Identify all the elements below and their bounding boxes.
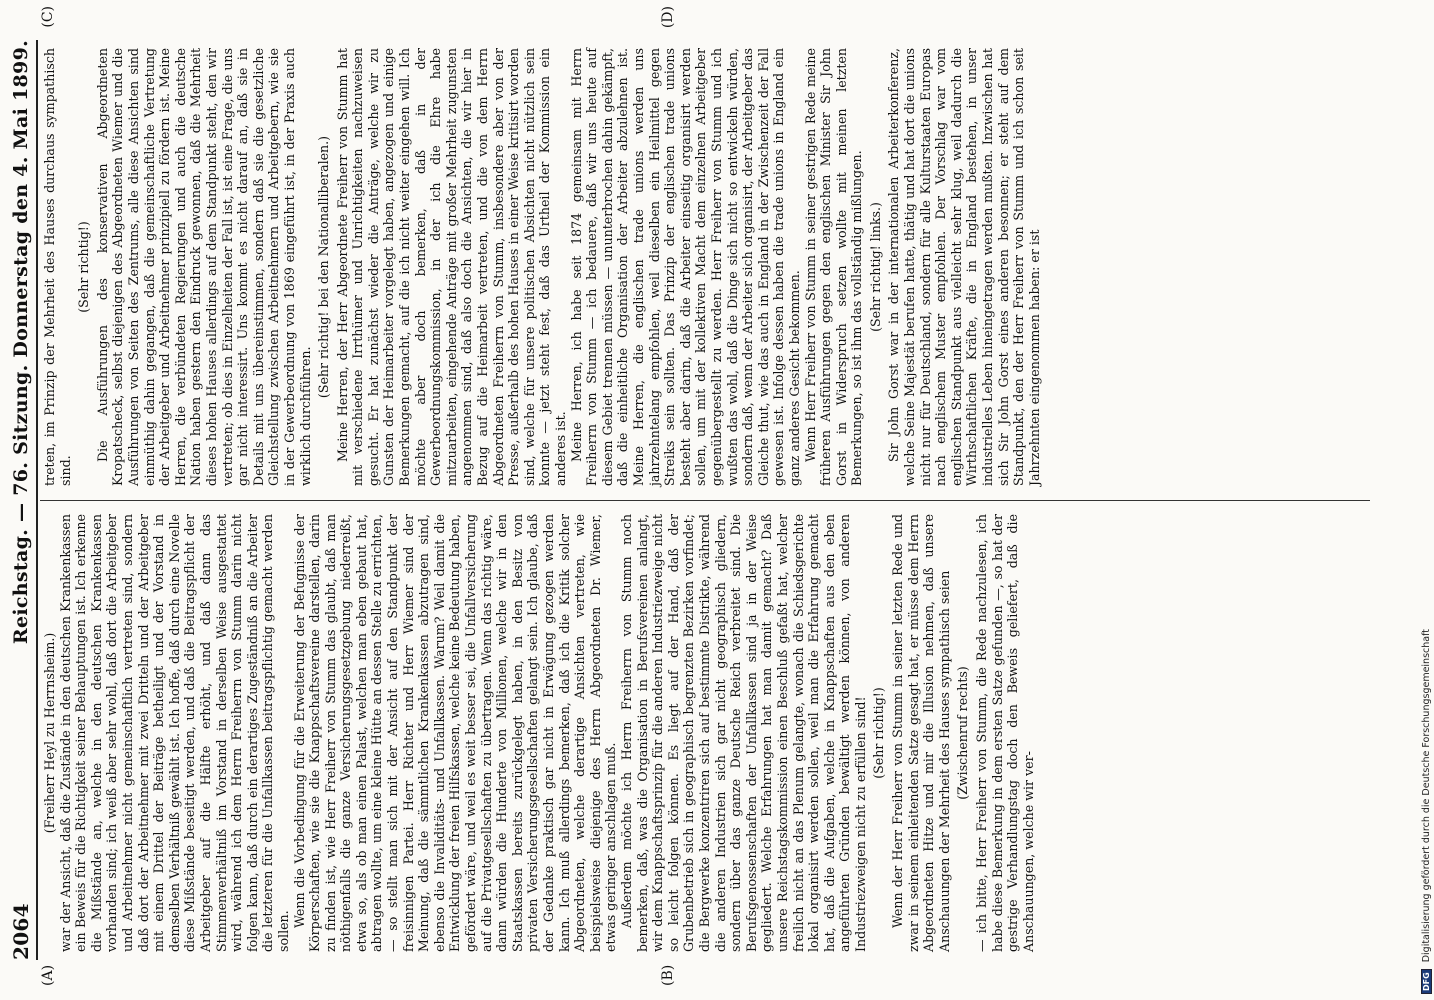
marker-c: (C) (40, 6, 56, 28)
interjection: (Sehr richtig! bei den Nationalliberalen.) (316, 135, 332, 399)
paragraph: Wenn Herr Freiherr von Stumm in seiner gestrigen Rede meine früheren Ausführungen gegen den englischen Minister Sir John Gorst in Widerspruch setzen wollte mit meinen letzten Bemerkungen, so ist ihm das vollständig mißlungen. (802, 48, 865, 486)
paragraph: Wenn der Herr Freiherr von Stumm in seiner letzten Rede und zwar in seinem einleitenden Satze gesagt hat, er müsse dem Herrn Abgeordneten Hitze und mir die Illusion nehmen, daß unsere Anschauungen der Mehrheit des Hauses sympathisch seien (890, 514, 952, 952)
interjection: (Sehr richtig! links.) (867, 202, 883, 332)
paragraph: — ich bitte, Herr Freiherr von Stumm, die Rede nachzulesen, ich habe diese Bemerkung in dem ersten Satze gefunden —, so hat der gestrige Verhandlungstag doch den Beweis geliefert, daß die Anschauungen, welche wir ver- (974, 514, 1036, 952)
interjection: (Sehr richtig!) (871, 687, 887, 779)
page-number: 2064 (9, 903, 33, 960)
digitization-credit (1421, 0, 1432, 1000)
interjection: (Sehr richtig!) (76, 221, 92, 313)
paragraph: Meine Herren, ich habe seit 1874 gemeinsam mit Herrn Freiherrn von Stumm — ich bedauere, daß wir uns heute auf diesem Gebiet trennen müssen — ununterbrochen dahin gekämpft, daß die einheitliche Organisation der Arbeiter abzulehnen ist. Meine Herren, die englischen trade unions werden uns jahrzehntelang empfohlen, weil dieselben ein Heilmittel gegen Streiks sein sollten. Das Prinzip der englischen trade unions besteht aber darin, daß die Arbeiter einseitig organisirt werden sollen, um mit der kollektiven Macht dem einzelnen Arbeitgeber gegenübergestellt zu werden. Herr Freiherr von Stumm und ich wußten das wohl, daß die Dinge sich nicht so entwickeln würden, sondern daß, wenn der Arbeiter sich organisirt, der Arbeitgeber das Gleiche thut, wie das auch in England in der Zwischenzeit der Fall gewesen ist. Infolge dessen haben die trade unions in England ein ganz anderes Gesicht bekommen. (568, 48, 802, 486)
paragraph: Meine Herren, der Herr Abgeordnete Freiherr von Stumm hat mit verschiedene Irrthümer und Unrichtigkeiten nachzuweisen gesucht. Er hat zunächst wieder die Anträge, welche wir zu Gunsten der Heimarbeiter vorgelegt haben, angezogen und einige Bemerkungen gemacht, auf die ich nicht weiter eingehen will. Ich möchte aber doch bemerken, daß in der Gewerbeordnungskommission, in der ich die Ehre habe mitzuarbeiten, eingehende Anträge mit großer Mehrheit zugunsten angenommen sind, daß also doch die Ansichten, die wir hier in Bezug auf die Heimarbeit vertreten, und die von dem Herrn Abgeordneten Freiherrn von Stumm, insbesondere aber von der Presse, außerhalb des hohen Hauses in einer Weise kritisirt worden sind, welche für unsere politischen Absichten nicht nützlich sein konnte — jetzt steht fest, daß das Urtheil der Kommission ein anderes ist. (334, 48, 568, 486)
credit-text: Digitalisierung gefördert durch die Deutsche Forschungsgemeinschaft (1421, 628, 1432, 963)
column-divider (40, 500, 1370, 501)
dfg-logo: DFG (1421, 969, 1432, 994)
page-header (6, 40, 36, 960)
right-column (42, 48, 1042, 486)
header-rule (36, 40, 38, 960)
paragraph: war der Ansicht, daß die Zustände in den deutschen Krankenkassen ein Beweis für die Richtigkeit seiner Behauptungen ist. Ich erkenne die Mißstände an, welche in den deutschen Krankenkassen vorhanden sind; ich weiß aber sehr wohl, daß dort die Arbeitgeber und Arbeitnehmer nicht gemeinschaftlich vertreten sind, sondern daß dort der Arbeitnehmer mit zwei Dritteln und der Arbeitgeber mit einem Drittel der Beiträge betheiligt und der Vorstand in demselben Verhältniß gewählt ist. Ich hoffe, daß durch eine Novelle diese Mißstände beseitigt werden, und daß die Beitragspflicht der Arbeitgeber auf die Hälfte erhöht, und daß dann das Stimmenverhältniß im Vorstand in derselben Weise ausgestattet wird, während ich dem Herrn Freiherrn von Stumm darin nicht folgen kann, daß durch ein derartiges Zugeständniß an die Arbeiter die letzteren für die Unfallkassen beitragspflichtig gemacht werden sollen. (57, 514, 291, 952)
interjection: (Zwischenruf rechts) (955, 666, 971, 800)
page-title: Reichstag. — 76. Sitzung. Donnerstag den 4. Mai 1899. (10, 40, 32, 645)
paragraph: Außerdem möchte ich Herrn Freiherrn von Stumm noch bemerken, daß, was die Organisation in Berufsvereinen anlangt, wir dem Knappschaftsprinzip für die anderen Industriezweige nicht so leicht folgen können. Es liegt auf der Hand, daß der Grubenbetrieb sich in geographisch begrenzten Bezirken vorfindet; die Bergwerke konzentriren sich auf bestimmte Distrikte, während die anderen Industrien sich gar nicht geographisch gliedern, sondern über das ganze Deutsche Reich verbreitet sind. Die Berufsgenossenschaften der Unfallkassen sind ja in der Weise gegliedert. Welche Erfahrungen hat man damit gemacht? Daß unsere Reichstagskommission einen Beschluß gefaßt hat, welcher freilich nicht an das Plenum gelangte, wonach die Schiedsgerichte lokal organisirt werden sollen, weil man die Erfahrung gemacht hat, daß die Aufgaben, welche in Knappschaften aus den eben angeführten Gründen bewältigt werden können, von anderen Industriezweigen nicht zu erfüllen sind! (618, 514, 868, 952)
marker-b: (B) (660, 964, 676, 986)
left-column (42, 514, 1036, 952)
paragraph: treten, im Prinzip der Mehrheit des Hauses durchaus sympathisch sind. (42, 48, 73, 486)
marker-d: (D) (660, 6, 676, 29)
speaker-name: (Freiherr Heyl zu Herrnsheim.) (42, 632, 57, 834)
paragraph: Wenn die Vorbedingung für die Erweiterung der Befugnisse der Körperschaften, wie sie die Knappschaftsvereine darstellen, darin zu finden ist, wie Herr Freiherr von Stumm das glaubt, daß man nöthigenfalls die ganze Versicherungsgesetzgebung niederreißt, etwa so, als ob man einen Palast, welchen man eben gebaut hat, abtragen wollte, um eine kleine Hütte an dessen Stelle zu errichten, — so stellt man sich mit der Ansicht auf den Standpunkt der freisinnigen Partei. Herr Richter und Herr Wiemer sind der Meinung, daß die sämmtlichen Krankenkassen abzutragen sind, ebenso die Invaliditäts- und Unfallkassen. Warum? Weil damit die Entwicklung der freien Hilfskassen, welche keine Bedeutung haben, gefördert wäre, und weil es weit besser sei, die Unfallversicherung auf die Privatgesellschaften zu übertragen. Wenn das richtig wäre, dann würden die Hunderte von Millionen, welche wir in den Staatskassen bereits zurückgelegt haben, in den Besitz von privaten Versicherungsgesellschaften gelangt sein. Ich glaube, daß der Gedanke praktisch gar nicht in Erwägung gezogen werden kann. Ich muß allerdings bemerken, daß ich die Kritik solcher Abgeordneten, welche derartige Ansichten vertreten, wie beispielsweise diejenige des Herrn Abgeordneten Dr. Wiemer, etwas geringer anschlagen muß. (291, 514, 619, 952)
paragraph: Sir John Gorst war in der internationalen Arbeiterkonferenz, welche Seine Majestät berufen hatte, thätig und hat dort die unions nicht nur für Deutschland, sondern für alle Kulturstaaten Europas nach englischem Muster empfohlen. Der Vorschlag war vom englischen Standpunkt aus vielleicht sehr klug, weil dadurch die Wirthschaftlichen Kräfte, die in England bestehen, in unser industrielles Leben hineingetragen werden mußten. Inzwischen hat sich Sir John Gorst eines anderen besonnen; er steht auf dem Standpunkt, den der Herr Freiherr von Stumm und ich schon seit Jahrzehnten eingenommen haben: er ist (886, 48, 1042, 486)
paragraph: Die Ausführungen des konservativen Abgeordneten Kropatscheck, selbst diejenigen des Abgeordneten Wiemer und die Ausführungen von Seiten des Zentrums, alle diese Ansichten sind einmüthig dahin gegangen, daß die gemeinschaftliche Vertretung der Arbeitgeber und Arbeitnehmer prinzipiell zu fördern ist. Meine Herren, die verbündeten Regierungen und auch die deutsche Nation haben gestern den Eindruck gewonnen, daß die Mehrheit dieses hohen Hauses allerdings auf dem Standpunkt steht, den wir vertreten; ob dies in Einzelheiten der Fall ist, ist eine Frage, die uns gar nicht interessirt. Uns kommt es nicht darauf an, daß sie in Details mit uns übereinstimmen, sondern daß sie die gesetzliche Gleichstellung zwischen Arbeitnehmern und Arbeitgebern, wie sie in der Gewerbeordnung von 1869 eingeführt ist, in der Praxis auch wirklich durchführen. (94, 48, 313, 486)
marker-a: (A) (40, 964, 56, 986)
